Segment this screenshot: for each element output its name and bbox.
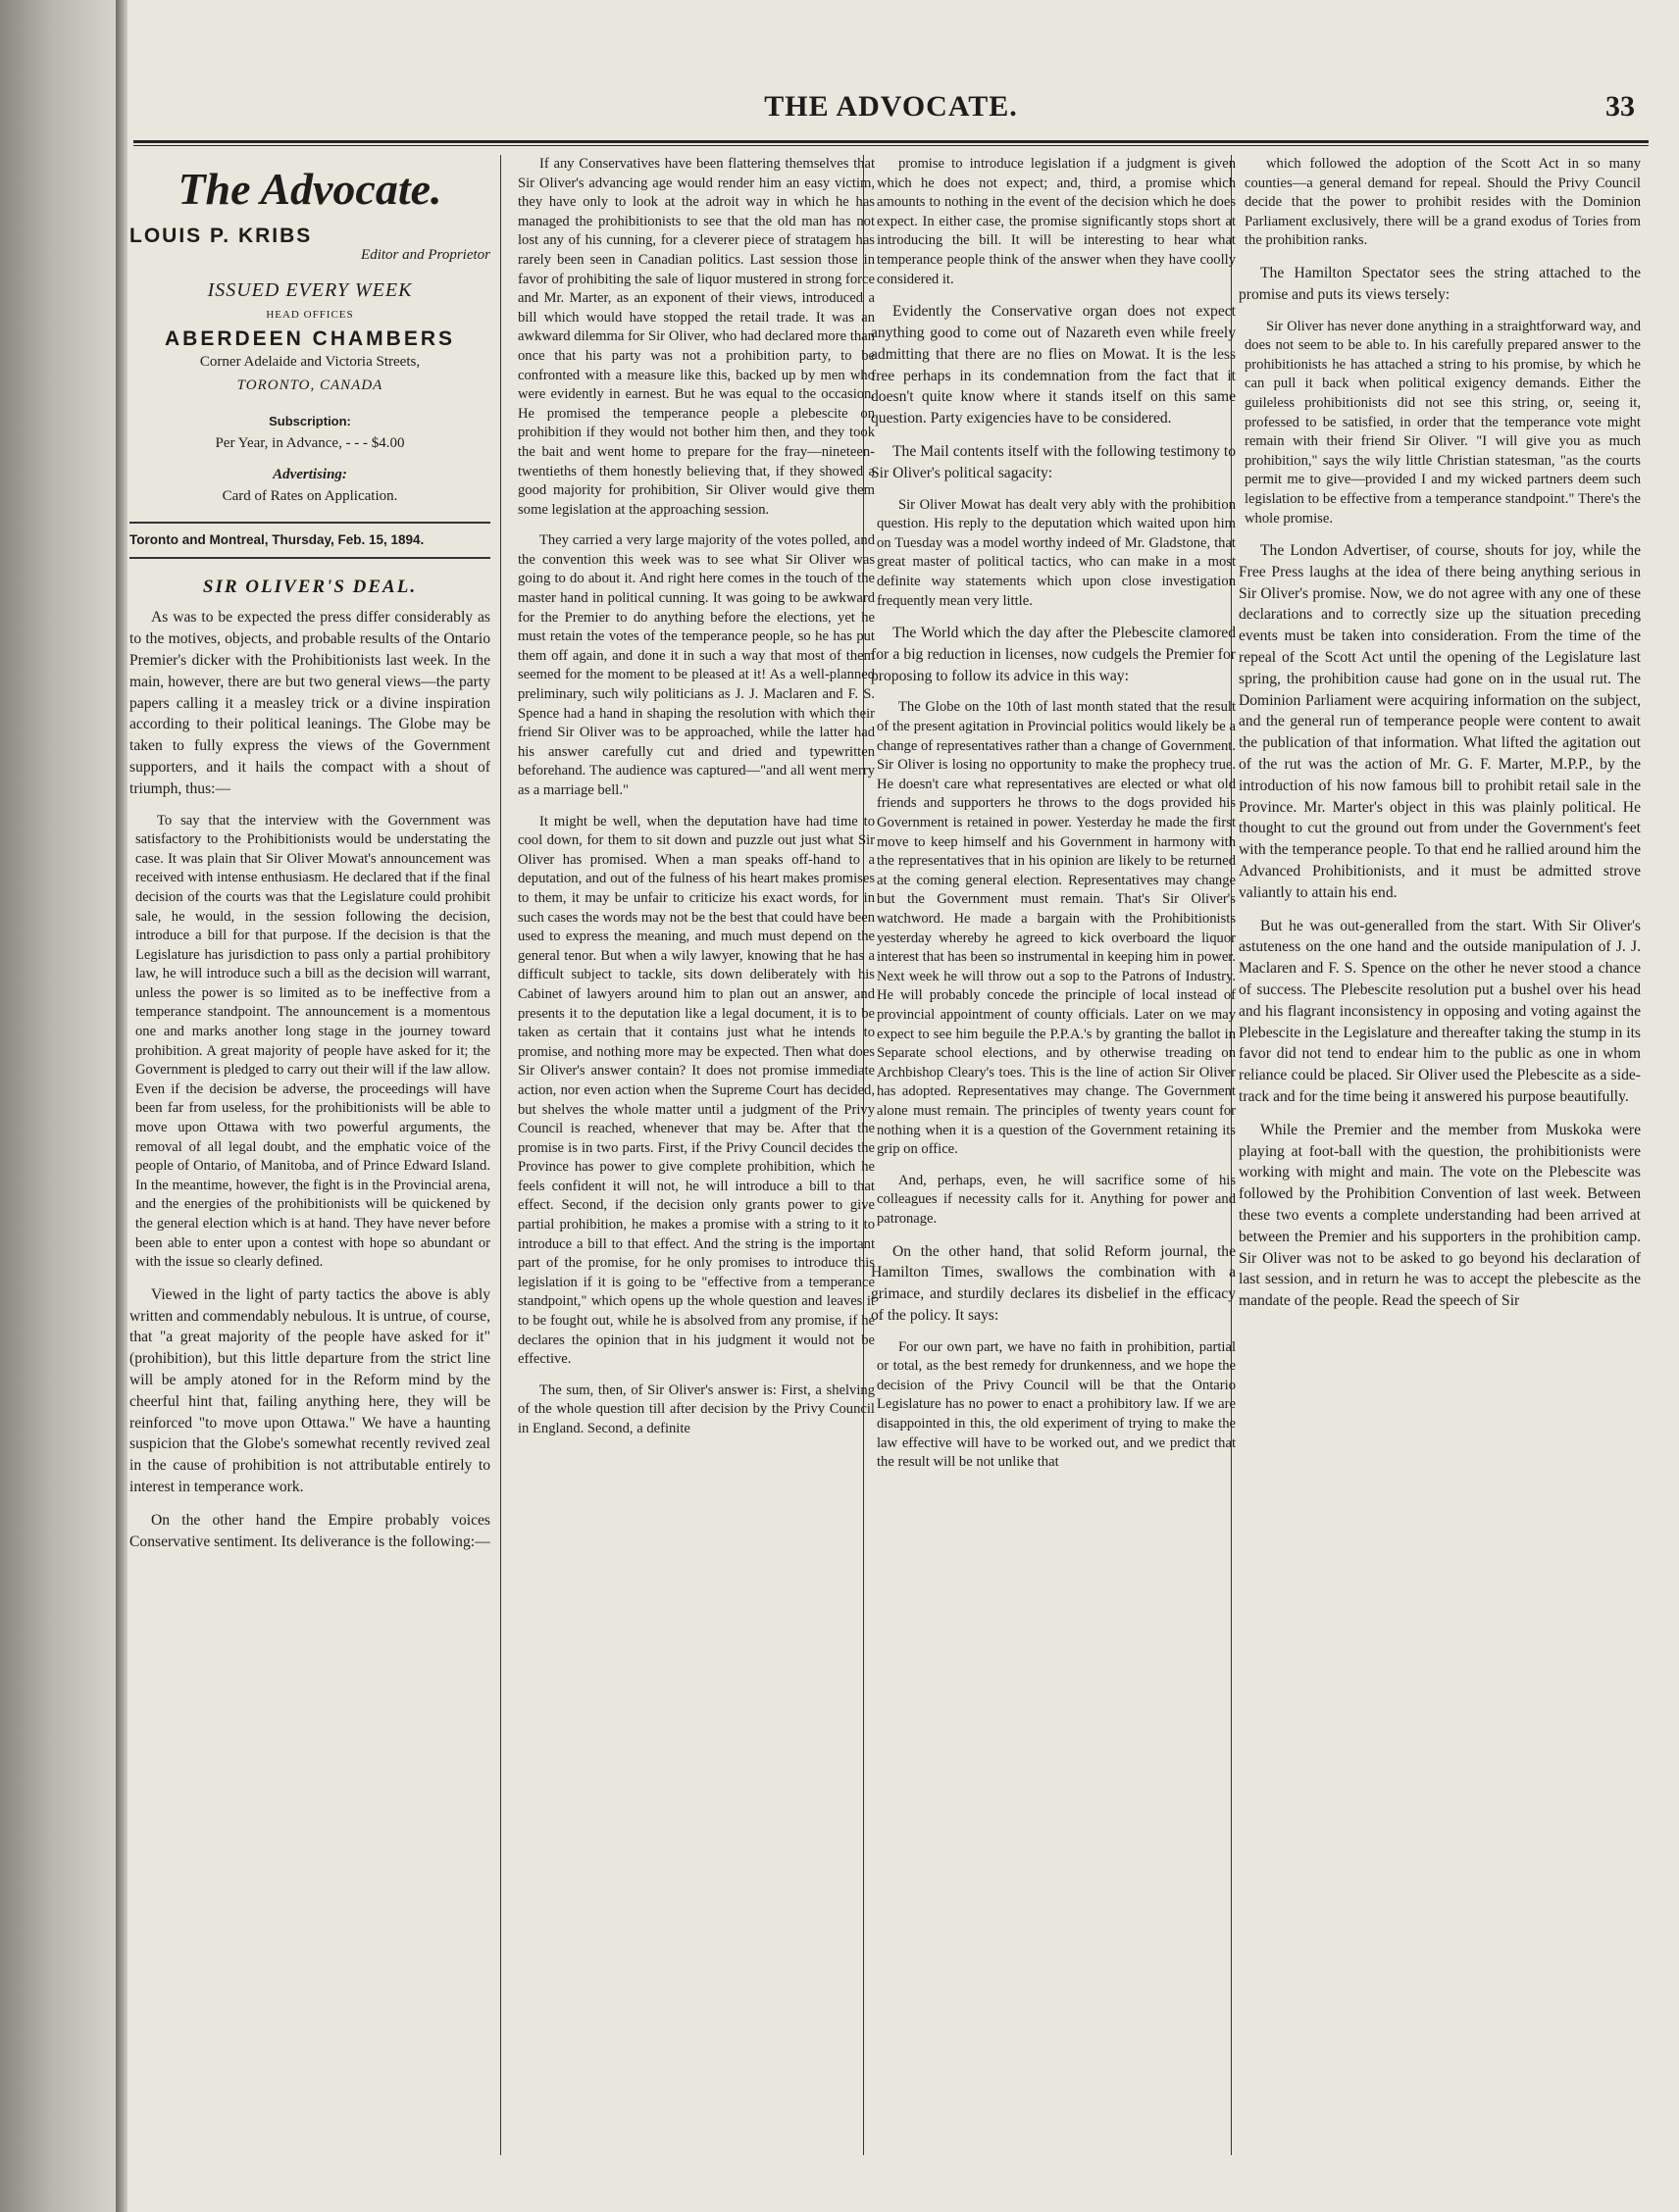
office-address: Corner Adelaide and Victoria Streets, [199,353,421,370]
office-building: ABERDEEN CHAMBERS [164,327,456,351]
binding-edge [116,0,127,2212]
article-paragraph: While the Premier and the member from Muskoka were playing at foot-ball with the question, the prohibitionists were working with might and main. The vote on the Plebescite was followed by the Prohibition Convention of last week. Between these two events a complete understanding had been arrived at between the Premier and his supporters in the prohibition camp. Sir Oliver was not to be asked to go beyond his declaration of last session, and in return he was to accept the plebescite as the mandate of the people. Read the speech of Sir [1239,1121,1641,1310]
issue-dateline: Toronto and Montreal, Thursday, Feb. 15, 1894. [129,522,490,559]
article-paragraph: As was to be expected the press differ considerably as to the motives, objects, and probable results of the Ontario Premier's dicker with the Prohibitionists last week. In the main, however, there are but two general views—the party papers calling it a measley trick or a divine inspiration according to their political leanings. The Globe may be taken to fully express the views of the Government supporters, and it hails the compact with a shout of triumph, thus:— [129,609,490,797]
article-paragraph: The World which the day after the Plebescite clamored for a big reduction in licenses, now cudgels the Premier for proposing to follow its advice in this way: [871,625,1236,684]
column-1 [129,155,490,2155]
subscription-heading: Subscription: [269,413,351,428]
running-head: THE ADVOCATE. [764,90,1018,123]
quoted-paragraph: They carried a very large majority of the votes polled, and the convention this week was to see what Sir Oliver was going to do about it. And right here comes in the touch of the master hand in political cunning. It was going to be awkward for the Premier to do anything before the elections, yet he must retain the votes of the temperance people, so he has put them off again, and done it in such a way that most of them seemed for the moment to be pleased at it! As a well-planned preliminary, such wily politicians as J. J. Maclaren and F. S. Spence had a hand in shaping the resolution with which their friend Sir Oliver was to be approached, while the latter had his answer carefully cut and dried and typewritten beforehand. The audience was captured—"and all went merry as a marriage bell." [518,532,875,798]
quoted-paragraph: If any Conservatives have been flattering themselves that Sir Oliver's advancing age would render him an easy victim, they have only to look at the adroit way in which he has managed the prohibitionists to see that the old man has not lost any of his cunning, for a cleverer piece of stratagem has rarely been seen in Canadian politics. Last session those in favor of prohibiting the sale of liquor mustered in strong force and Mr. Marter, as an exponent of their views, introduced a bill which would have stopped the retail trade. It was an awkward dilemma for Sir Oliver, who had declared more than once that his party was not a prohibition party, to be confronted with a measure like this, backed up by men who were evidently in earnest. But he was equal to the occasion. He promised the temperance people a plebescite on prohibition if they would not bother him then, and they took the bait and went home to prepare for the fray—nineteen-twentieths of them honestly believing that, if they showed a good majority for prohibition, Sir Oliver would give them some legislation at the approaching session. [518,156,875,518]
editor-role: Editor and Proprietor [361,246,490,263]
quoted-paragraph: And, perhaps, even, he will sacrifice some of his colleagues if necessity calls for it. Anything for power and patronage. [877,1172,1236,1227]
quoted-paragraph: The Globe on the 10th of last month stated that the result of the present agitation in Provincial politics would likely be a change of representatives rather than a change of Government. Sir Oliver is losing no opportunity to make the prophecy true. He doesn't care what representatives are elected or what old friends and supporters he throws to the dogs provided his Government is retained in power. Yesterday he made the first move to keep himself and his Government in harmony with the representatives that in his opinion are likely to be returned at the coming general election. Representatives may change but the Government must remain. That's Sir Oliver's watchword. He made a bargain with the Prohibitionists yesterday whereby he agreed to kick overboard the liquor interest that has been so instrumental in keeping him in power. Next week he will throw out a sop to the Patrons of Industry. He will probably concede the principle of local instead of provincial appointment of county officials. Later on we may expect to see him beguile the P.P.A.'s by granting the ballot in Separate school elections, and by otherwise treading on Archbishop Cleary's toes. This is the line of action Sir Oliver has adopted. Representatives may change. The Government alone must remain. The principles of twenty years count for nothing when it is a question of the Government retaining its grip on office. [877,699,1236,1158]
nameplate-box [129,161,490,559]
article-title: SIR OLIVER'S DEAL. [202,576,418,597]
office-city: TORONTO, CANADA [236,377,383,393]
quoted-paragraph: Sir Oliver Mowat has dealt very ably with the prohibition question. His reply to the deputation which waited upon him on Tuesday was a model worthy indeed of Mr. Gladstone, that great master of political tactics, who can make in a most definite way statements which upon close investigation frequently mean very little. [877,496,1236,609]
quoted-paragraph: For our own part, we have no faith in prohibition, partial or total, as the best remedy for drunkenness, and we hope the decision of the Privy Council will be that the Ontario Legislature has no power to enact a prohibitory law. If we are disappointed in this, the old experiment of trying to make the law effective will have to be worked out, and we predict that the result will be not unlike that [877,1338,1236,1471]
article-paragraph: On the other hand, that solid Reform journal, the Hamilton Times, swallows the combination with a grimace, and sturdily declares its disbelief in the efficacy of the policy. It says: [871,1242,1236,1324]
article-paragraph: But he was out-generalled from the start. With Sir Oliver's astuteness on the one hand and the outside manipulation of J. J. Maclaren and F. S. Spence on the other he never stood a chance of success. The Plebescite resolution put a bushel over his head and his flagrant inconsistency in opposing and voting against the Plebescite in the Legislature and thereafter taking the stump in its favor did not tend to endear him to the public as one in whom reliance could be placed. Sir Oliver used the Plebescite as a side-track and for the time being it answered his purpose beautifully. [1239,917,1641,1106]
column-2 [512,155,875,2155]
advertising-rates: Card of Rates on Application. [222,487,398,504]
quoted-paragraph: which followed the adoption of the Scott Act in so many counties—a general demand for repeal. Should the Privy Council decide that the power to prohibit resides with the Dominion Parliament exclusively, there will be a grand exodus of Tories from the prohibition ranks. [1245,156,1641,249]
quoted-paragraph: promise to introduce legislation if a judgment is given which he does not expect; and, third, a promise which amounts to nothing in the event of the decision which he does expect. In either case, the promise significantly stops short at introducing the bill. It will be interesting to hear what temperance people think of the answer when they have coolly considered it. [877,156,1236,287]
article-paragraph: The London Advertiser, of course, shouts for joy, while the Free Press laughs at the idea of there being anything serious in Sir Oliver's promise. Now, we do not agree with any one of these declarations and to correctly size up the situation preceding events must be taken into consideration. From the time of the repeal of the Scott Act until the opening of the Legislature last spring, the prohibition cause had gone on in the usual rut. The Dominion Parliament were acquiring information on the subject, and the general run of temperance people were content to await the publication of that information. What lifted the agitation out of the rut was the action of Mr. G. F. Marter, M.P.P., by the introduction of his now famous bill to prohibit retail sale in the Province. Mr. Marter's object in this was plainly political. He thought to cut the ground out from under the Government's feet with the temperance people. To that end he rallied around him the Advanced Prohibitionists, and it must be admitted strove valiantly to attain his end. [1239,542,1641,901]
editor-name: LOUIS P. KRIBS [129,225,313,247]
book-binding [0,0,116,2212]
article-paragraph: The Hamilton Spectator sees the string attached to the promise and puts its views tersely: [1239,264,1641,303]
article-paragraph: On the other hand the Empire probably voices Conservative sentiment. Its deliverance is the following:— [129,1511,490,1550]
article-paragraph: Evidently the Conservative organ does not expect anything good to come out of Nazareth even while freely admitting that there are no flies on Mowat. It is the less free perhaps in its condemnation from the fact that it doesn't quite know where it stands itself on this same question. Party exigencies have to be considered. [871,303,1236,427]
page-header [133,90,1649,139]
nameplate-title: The Advocate. [178,164,442,214]
article-paragraph: The Mail contents itself with the following testimony to Sir Oliver's political sagacity: [871,442,1236,481]
advertising-heading: Advertising: [273,467,347,483]
column-3 [871,155,1236,2155]
header-rule [133,140,1649,146]
head-offices-label: HEAD OFFICES [266,309,354,322]
subscription-price: Per Year, in Advance, - - - $4.00 [215,435,405,452]
page-number: 33 [1605,90,1635,123]
article-paragraph: Viewed in the light of party tactics the above is ably written and commendably nebulous. It is untrue, of course, that "a great majority of the people have asked for it" (prohibition), but this little departure from the strict line will be amply atoned for in the Reform mind by the cheerful hint that, failing anything here, they will be reinforced "to move upon Ottawa." We have a haunting suspicion that the Globe's somewhat recently revived zeal in the cause of prohibition is not attributable entirely to interest in temperance work. [129,1285,490,1495]
quoted-paragraph: To say that the interview with the Government was satisfactory to the Prohibitionists would be understating the case. It was plain that Sir Oliver Mowat's announcement was received with intense enthusiasm. He declared that if the final decision of the courts was that the Legislature could prohibit sale, he would, in the session following the decision, introduce a bill for that purpose. If the decision is that the Legislature has jurisdiction to pass only a partial prohibitory law, he will introduce such a bill as the decision will warrant, unless the power is so limited as to be ineffective from a temperance standpoint. The announcement is a momentous one and marks another long stage in the journey toward prohibition. A great majority of people have asked for it; the Government is pledged to carry out their will if the law allow. Even if the decision be adverse, the proceedings will have been far from useless, for the prohibitionists will be able to move upon Ottawa with two powerful arguments, the removal of all legal doubt, and the emphatic voice of the people of Ontario, of Manitoba, and of Prince Edward Island. In the meantime, however, the fight is in the Provincial arena, and the energies of the prohibitionists will be quickened by the general election which is at hand. They have never before been able to enter upon a contest with hope so abundant or with the issue so clearly defined. [135,812,490,1271]
column-rule [500,155,501,2155]
quoted-paragraph: Sir Oliver has never done anything in a straightforward way, and does not seem to be able to. In his carefully prepared answer to the prohibitionists he has attached a string to his promise, by which he can pull it back when political exigency demands. Either the guileless prohibitionists did not see this string, or, seeing it, professed to be satisfied, in order that the temperance vote might remain with their friend Sir Oliver. "I will give you as much prohibition," says the wily little Christian statesman, "as the courts permit me to give—provided I and my wicked partners deem such legislation to be effective from a temperance standpoint." There's the whole promise. [1245,318,1641,527]
quoted-paragraph: The sum, then, of Sir Oliver's answer is: First, a shelving of the whole question till after decision by the Privy Council in England. Second, a definite [518,1382,875,1436]
quoted-paragraph: It might be well, when the deputation have had time to cool down, for them to sit down and puzzle out just what Sir Oliver has promised. When a man speaks off-hand to a deputation, and out of the fulness of his heart makes promises to them, it may be unfair to criticize his exact words, for in such cases the words may not be the best that could have been used to express the meaning, and much must depend on the general tenor. But when a wily lawyer, knowing that he has a difficult subject to tackle, sits down deliberately with his Cabinet of lawyers around him to plan out an answer, and presents it to the deputation like a legal document, it is to be taken as certain that it contains just what he intends to promise, and nothing more may be expected. Then what does Sir Oliver's answer contain? It does not promise immediate action, nor even action when the Supreme Court has decided, but shelves the whole matter until a judgment of the Privy Council is reached, whenever that may be. After that the promise is in two parts. First, if the Privy Council decides the Province has power to give complete prohibition, which he feels confident it will not, he will introduce a bill to that effect. Second, if the decision only grants power to give partial prohibition, he makes a promise with a string to it to introduce a bill to that effect. And the string is the important part of the promise, for he only promises to introduce this legislation if it is going to be "effective from a temperance standpoint," which opens up the whole question and leaves it to be fought out, while he is absolved from any promise, if he declares the opinion that in his judgment it would not be effective. [518,813,875,1368]
column-4 [1239,155,1641,2155]
issue-frequency: ISSUED EVERY WEEK [207,278,413,301]
